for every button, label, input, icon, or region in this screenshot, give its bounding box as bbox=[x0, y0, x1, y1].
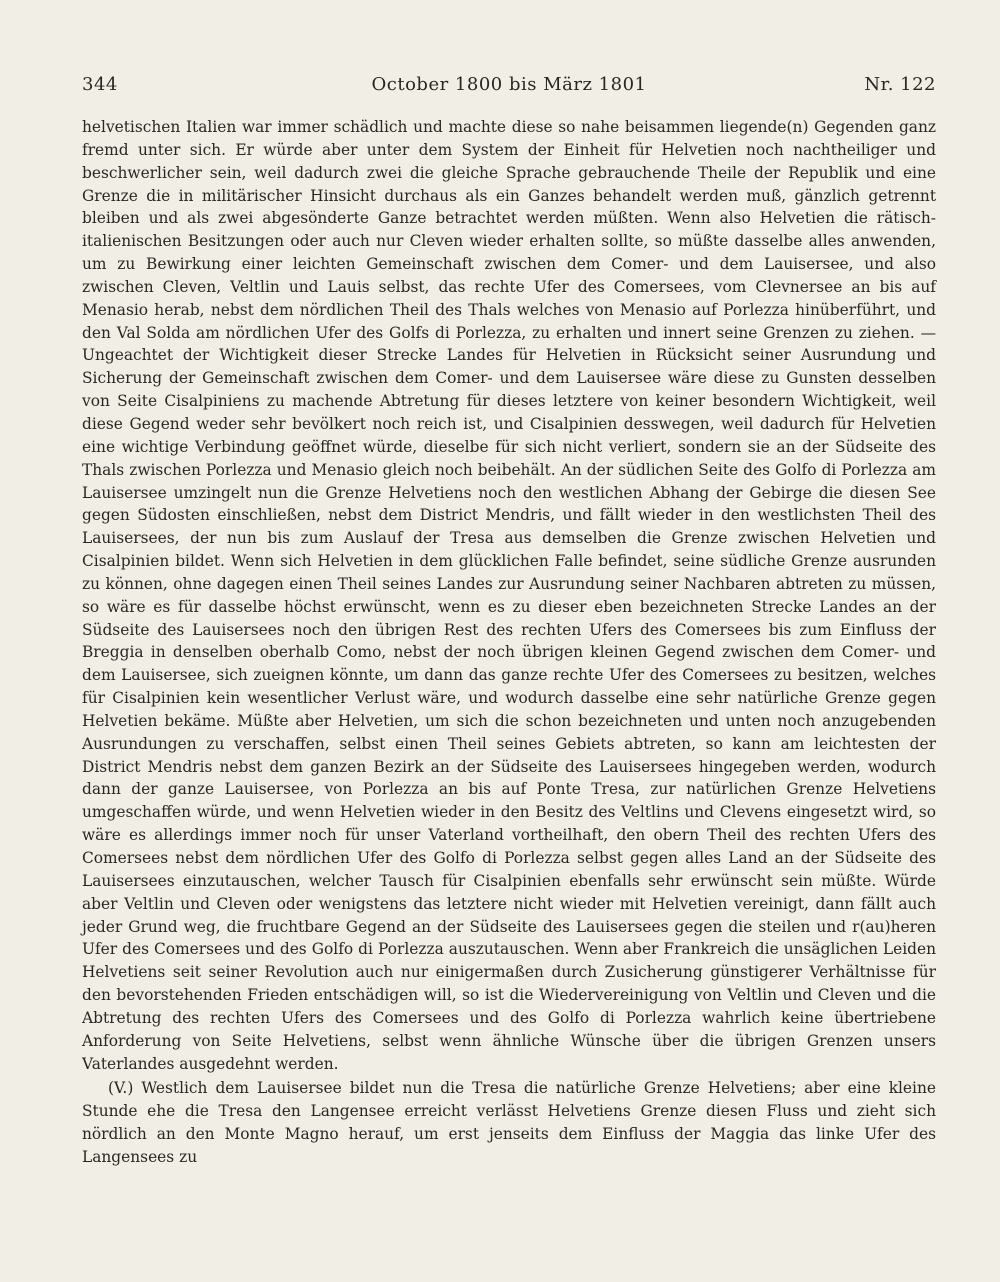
document-number: Nr. 122 bbox=[864, 74, 936, 95]
running-header bbox=[82, 74, 936, 104]
paragraph-continued: helvetischen Italien war immer schädlich und machte diese so nahe beisammen liegende(n) Gegenden ganz fremd unter sich. Er würde aber unter dem System der Einheit für Helvetien noch nachtheiliger und beschwerlicher sein, weil dadurch zwei die gleiche Sprache gebrauchende Theile der Republik und eine Grenze die in militärischer Hinsicht durchaus als ein Ganzes behandelt werden muß, gänzlich getrennt bleiben und als zwei abgesönderte Ganze betrachtet werden müßten. Wenn also Helvetien die rätisch-italienischen Besitzungen oder auch nur Cleven wieder erhalten sollte, so müßte dasselbe alles anwenden, um zu Bewirkung einer leichten Gemeinschaft zwischen dem Comer- und dem Lauisersee, und also zwischen Cleven, Veltlin und Lauis selbst, das rechte Ufer des Comersees, vom Clevnersee an bis auf Menasio herab, nebst dem nördlichen Theil des Thals welches von Menasio auf Porlezza hinüberführt, und den Val Solda am nördlichen Ufer des Golfs di Porlezza, zu erhalten und innert seine Grenzen zu ziehen. — Ungeachtet der Wichtigkeit dieser Strecke Landes für Helvetien in Rücksicht seiner Ausrundung und Sicherung der Gemeinschaft zwischen dem Comer- und dem Lauisersee wäre diese zu Gunsten desselben von Seite Cisalpiniens zu machende Abtretung für dieses letztere von keiner besondern Wichtigkeit, weil diese Gegend weder sehr bevölkert noch reich ist, und Cisalpinien desswegen, weil dadurch für Helvetien eine wichtige Verbindung geöffnet würde, dieselbe für sich nicht verliert, sondern sie an der Südseite des Thals zwischen Porlezza und Menasio gleich noch beibehält. An der südlichen Seite des Golfo di Porlezza am Lauisersee umzingelt nun die Grenze Helvetiens noch den westlichen Abhang der Gebirge die diesen See gegen Südosten einschließen, nebst dem District Mendris, und fällt wieder in den westlichsten Theil des Lauisersees, der nun bis zum Auslauf der Tresa aus demselben die Grenze zwischen Helvetien und Cisalpinien bildet. Wenn sich Helvetien in dem glücklichen Falle befindet, seine südliche Grenze ausrunden zu können, ohne dagegen einen Theil seines Landes zur Ausrundung seiner Nachbaren abtreten zu müssen, so wäre es für dasselbe höchst erwünscht, wenn es zu dieser eben bezeichneten Strecke Landes an der Südseite des Lauisersees noch den übrigen Rest des rechten Ufers des Comersees bis zum Einfluss der Breggia in denselben oberhalb Como, nebst der noch übrigen kleinen Gegend zwischen dem Comer- und dem Lauisersee, sich zueignen könnte, um dann das ganze rechte Ufer des Comersees zu besitzen, welches für Cisalpinien kein wesentlicher Verlust wäre, und wodurch dasselbe eine sehr natürliche Grenze gegen Helvetien bekäme. Müßte aber Helvetien, um sich die schon bezeichneten und unten noch anzugebenden Ausrundungen zu verschaffen, selbst einen Theil seines Gebiets abtreten, so kann am leichtesten der District Mendris nebst dem ganzen Bezirk an der Südseite des Lauisersees hingegeben werden, wodurch dann der ganze Lauisersee, von Porlezza an bis auf Ponte Tresa, zur natürlichen Grenze Helvetiens umgeschaffen würde, und wenn Helvetien wieder in den Besitz des Veltlins und Clevens eingesetzt wird, so wäre es allerdings immer noch für unser Vaterland vortheilhaft, den obern Theil des rechten Ufers des Comersees nebst dem nördlichen Ufer des Golfo di Porlezza selbst gegen alles Land an der Südseite des Lauisersees einzutauschen, welcher Tausch für Cisalpinien ebenfalls sehr erwünscht sein müßte. Würde aber Veltlin und Cleven oder wenigstens das letztere nicht wieder mit Helvetien vereinigt, dann fällt auch jeder Grund weg, die fruchtbare Gegend an der Südseite des Lauisersees gegen die steilen und r(au)heren Ufer des Comersees und des Golfo di Porlezza auszutauschen. Wenn aber Frankreich die unsäglichen Leiden Helvetiens seit seiner Revolution auch nur einigermaßen durch Zusicherung günstigerer Verhältnisse für den bevorstehenden Frieden entschädigen will, so ist die Wiedervereinigung von Veltlin und Cleven und die Abtretung des rechten Ufers des Comersees und des Golfo di Porlezza wahrlich keine übertriebene Anforderung von Seite Helvetiens, selbst wenn ähnliche Wünsche über die übrigen Grenzen unsers Vaterlandes ausgedehnt werden. bbox=[82, 118, 936, 1073]
paragraph-section-v: (V.) Westlich dem Lauisersee bildet nun die Tresa die natürliche Grenze Helvetiens; aber eine kleine Stunde ehe die Tresa den Langensee erreicht verlässt Helvetiens Grenze diesen Fluss und zieht sich nördlich an den Monte Magno herauf, um erst jenseits dem Einfluss der Maggia das linke Ufer des Langensees zu bbox=[82, 1079, 936, 1166]
page-number: 344 bbox=[82, 74, 118, 95]
running-title: October 1800 bis März 1801 bbox=[371, 74, 647, 95]
body-text bbox=[82, 116, 936, 1169]
